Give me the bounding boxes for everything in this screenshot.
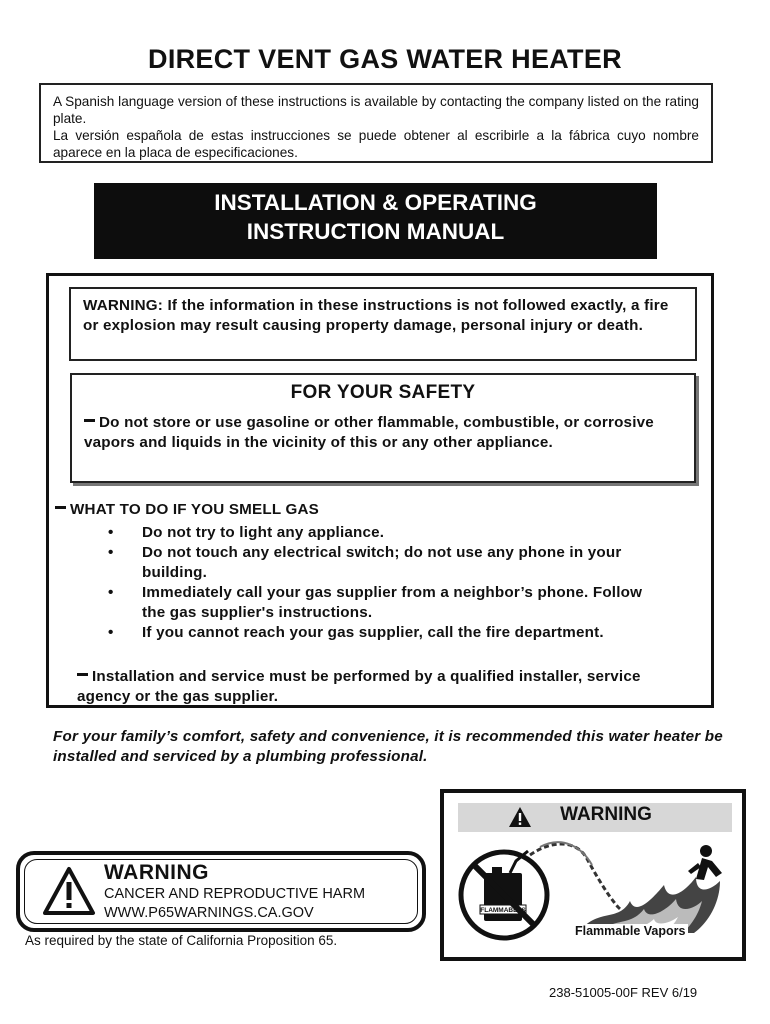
flammable-warning-header xyxy=(458,803,732,832)
manual-banner xyxy=(94,183,657,259)
dash-icon xyxy=(84,419,95,422)
dash-icon xyxy=(77,673,88,676)
flammable-vapors-caption: Flammable Vapors xyxy=(572,924,688,938)
prop65-note: As required by the state of California Proposition 65. xyxy=(25,933,338,948)
prop65-line2: WWW.P65WARNINGS.CA.GOV xyxy=(104,905,314,921)
safety-title: FOR YOUR SAFETY xyxy=(290,382,476,403)
can-label: FLAMMABLES xyxy=(480,907,526,914)
warning-triangle-icon xyxy=(42,866,96,916)
dash-icon xyxy=(55,506,66,509)
language-notice-box xyxy=(39,83,713,163)
person-icon xyxy=(688,845,722,880)
safety-text: Do not store or use gasoline or other flammable, combustible, or corrosive vapors and liquids in the vicinity of this or any other appliance. xyxy=(84,414,654,451)
smell-gas-list xyxy=(104,523,644,643)
document-code: 238-51005-00F REV 6/19 xyxy=(549,985,698,1000)
language-notice-spanish: La versión española de estas instrucciones se puede obtener al escribirle a la fábrica cuyo nombre aparece en la placa de especificaciones. xyxy=(53,128,699,160)
family-recommendation: For your family’s comfort, safety and convenience, it is recommended this water heater be installed and serviced by a plumbing professional. xyxy=(53,728,723,765)
smell-gas-heading: WHAT TO DO IF YOU SMELL GAS xyxy=(55,501,319,518)
prop65-title: WARNING xyxy=(104,861,209,884)
list-item: • Immediately call your gas supplier from a neighbor’s phone. Follow the gas supplier's instructions. xyxy=(104,583,644,623)
flammable-warning-header-text: WARNING xyxy=(560,804,652,825)
manual-banner-line1: INSTALLATION & OPERATING xyxy=(214,190,537,215)
for-your-safety-box xyxy=(70,373,696,483)
list-item: • If you cannot reach your gas supplier, call the fire department. xyxy=(104,623,644,643)
prop65-line1: CANCER AND REPRODUCTIVE HARM xyxy=(104,886,366,902)
page-title: DIRECT VENT GAS WATER HEATER xyxy=(148,44,622,74)
list-item: • Do not try to light any appliance. xyxy=(104,523,644,543)
language-notice-english: A Spanish language version of these instructions is available by contacting the company listed on the rating plate. xyxy=(53,94,699,126)
flammable-vapors-warning xyxy=(440,789,746,961)
list-item: • Do not touch any electrical switch; do not use any phone in your building. xyxy=(104,543,644,583)
manual-banner-line2: INSTRUCTION MANUAL xyxy=(246,219,505,244)
fire-explosion-warning: WARNING: If the information in these instructions is not followed exactly, a fire or explosion may result causing property damage, personal injury or death. xyxy=(69,287,697,361)
installation-note: Installation and service must be performed by a qualified installer, service agency or the gas supplier. xyxy=(77,668,641,705)
prop65-warning-label xyxy=(16,851,426,932)
safety-text-block xyxy=(84,413,684,453)
